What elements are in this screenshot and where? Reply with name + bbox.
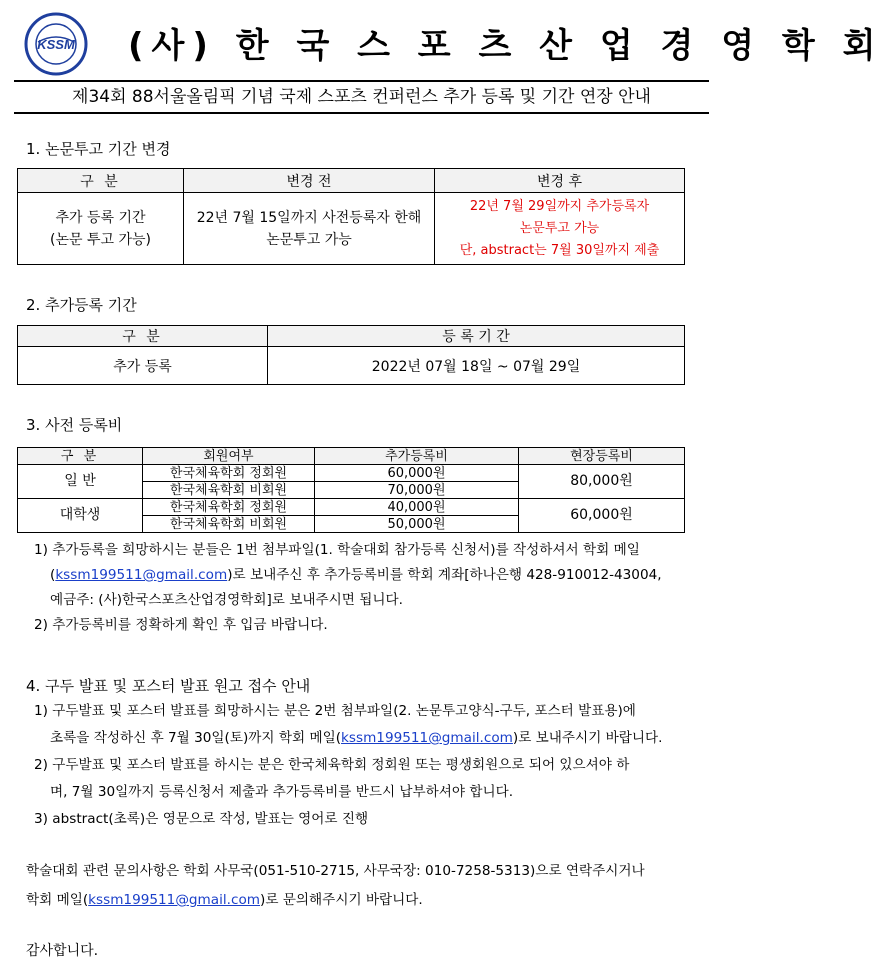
membership-cell: 한국체육학회 비회원 — [143, 516, 315, 533]
closing-text: 감사합니다. — [26, 943, 99, 959]
table-header: 구 분 — [18, 169, 184, 193]
membership-cell: 한국체육학회 정회원 — [143, 499, 315, 516]
table-header: 현장등록비 — [519, 448, 685, 465]
table-cell-period: 2022년 07월 18일 ~ 07월 29일 — [268, 347, 685, 385]
email-link[interactable]: kssm199511@gmail.com — [88, 892, 261, 908]
membership-cell: 한국체육학회 비회원 — [143, 482, 315, 499]
membership-cell: 한국체육학회 정회원 — [143, 465, 315, 482]
table-row — [18, 465, 685, 482]
svg-text:KSSM: KSSM — [37, 37, 75, 52]
table-header: 변경 전 — [184, 169, 435, 193]
organization-name: (사) 한 국 스 포 츠 산 업 경 영 학 회 — [128, 26, 883, 66]
email-link[interactable]: kssm199511@gmail.com — [341, 730, 513, 746]
fee-cell: 60,000원 — [315, 465, 519, 482]
onsite-fee-cell: 80,000원 — [519, 465, 685, 499]
fee-cell: 50,000원 — [315, 516, 519, 533]
table-header: 추가등록비 — [315, 448, 519, 465]
table-cell-before: 22년 7월 15일까지 사전등록자 한해 논문투고 가능 — [184, 193, 435, 265]
table-cell-after: 22년 7월 29일까지 추가등록자 논문투고 가능 단, abstract는 7월 30일까지 제출 — [435, 193, 685, 265]
table-header: 등 록 기 간 — [268, 326, 685, 347]
table-header: 구 분 — [18, 448, 143, 465]
table-cell-category: 추가 등록 기간 (논문 투고 가능) — [18, 193, 184, 265]
fee-cell: 40,000원 — [315, 499, 519, 516]
section4-heading: 4. 구두 발표 및 포스터 발표 원고 접수 안내 — [26, 677, 311, 695]
group-label: 일 반 — [18, 465, 143, 499]
group-label: 대학생 — [18, 499, 143, 533]
table-cell-category: 추가 등록 — [18, 347, 268, 385]
section2-heading: 2. 추가등록 기간 — [26, 296, 137, 314]
document-title: 제34회 88서울올림픽 기념 국제 스포츠 컨퍼런스 추가 등록 및 기간 연장 안내 — [72, 87, 651, 107]
society-logo — [24, 12, 88, 76]
table-header: 변경 후 — [435, 169, 685, 193]
header-top-rule — [14, 80, 709, 82]
contact-info: 학술대회 관련 문의사항은 학회 사무국(051-510-2715, 사무국장: 010-7258-5313)으로 연락주시거나 학회 메일(kssm199511@gmail.com)로 문의해주시기 바랍니다. — [26, 863, 645, 908]
table-header: 구 분 — [18, 326, 268, 347]
onsite-fee-cell: 60,000원 — [519, 499, 685, 533]
section1-table — [17, 168, 685, 265]
email-link[interactable]: kssm199511@gmail.com — [55, 567, 228, 583]
header-bottom-rule — [14, 112, 709, 114]
section2-table — [17, 325, 685, 385]
fee-cell: 70,000원 — [315, 482, 519, 499]
section3-notes: 1) 추가등록을 희망하시는 분들은 1번 첨부파일(1. 학술대회 참가등록 신청서)를 작성하셔서 학회 메일 (kssm199511@gmail.com)로 보내주신 후 추가등록비를 학회 계좌[하나은행 428-910012-43004, 예금주: (사)한국스포츠산업경영학회]로 보내주시면 됩니다. 2) 추가등록비를 정확하게 확인 후 입금 바랍니다. — [34, 542, 662, 633]
section4-items: 1) 구두발표 및 포스터 발표를 희망하시는 분은 2번 첨부파일(2. 논문투고양식-구두, 포스터 발표용)에 초록을 작성하신 후 7월 30일(토)까지 학회 메일(kssm199511@gmail.com)로 보내주시기 바랍니다. 2) 구두발표 및 포스터 발표를 하시는 분은 한국체육학회 정회원 또는 평생회원으로 되어 있으셔야 하 며, 7월 30일까지 등록신청서 제출과 추가등록비를 반드시 납부하셔야 합니다. 3) abstract(초록)은 영문으로 작성, 발표는 영어로 진행 — [34, 703, 663, 827]
fee-table — [17, 447, 685, 533]
section1-heading: 1. 논문투고 기간 변경 — [26, 140, 171, 158]
table-row — [18, 499, 685, 516]
table-header: 회원여부 — [143, 448, 315, 465]
section3-heading: 3. 사전 등록비 — [26, 416, 123, 434]
